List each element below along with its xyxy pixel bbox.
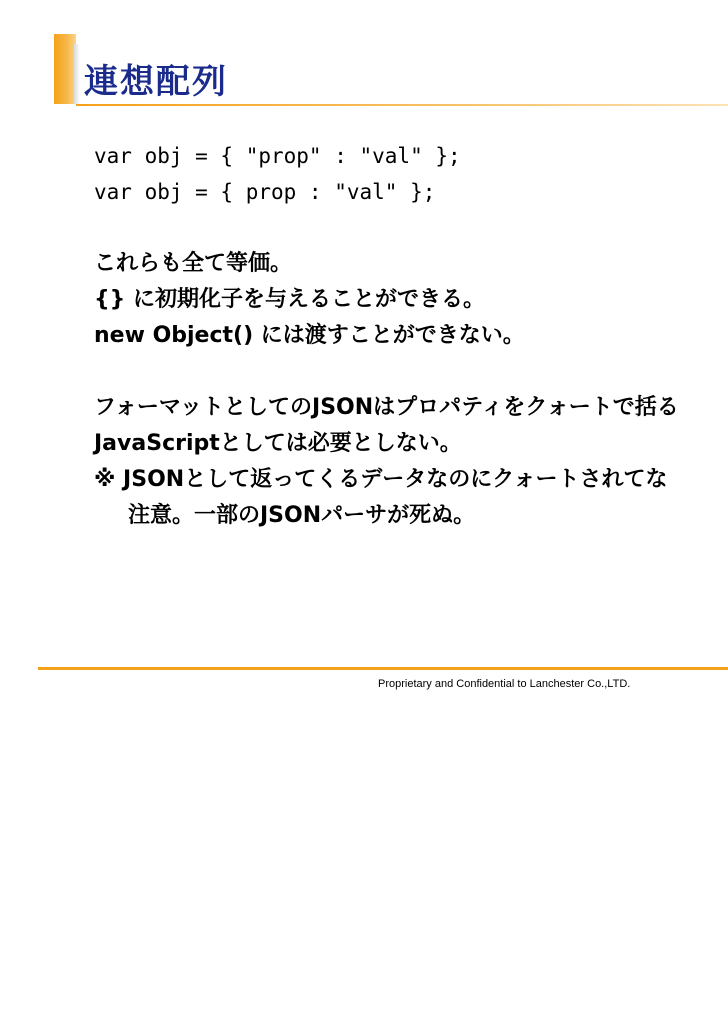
footer-rule [38, 667, 728, 670]
blank-line [94, 210, 728, 246]
title-accent-shadow [74, 44, 80, 104]
footer-confidential: Proprietary and Confidential to Lanchester Co.,LTD. [378, 678, 631, 690]
title-accent-bar [54, 34, 76, 104]
text-line-json-format: フォーマットとしてのJSONはプロパティをクォートで括る [94, 395, 679, 420]
text-line-equivalent: これらも全て等価。 [94, 251, 293, 276]
code-line-2: var obj = { prop : "val" }; [94, 180, 436, 204]
blank-line [94, 354, 728, 390]
slide-body [94, 138, 728, 534]
title-underline [76, 104, 728, 106]
text-line-initializer: {} に初期化子を与えることができる。 [94, 287, 485, 312]
text-line-note: ※ JSONとして返ってくるデータなのにクォートされてな [94, 467, 668, 492]
text-line-javascript: JavaScriptとしては必要としない。 [94, 431, 462, 456]
slide-title: 連想配列 [84, 62, 228, 102]
text-line-new-object: new Object() には渡すことができない。 [94, 323, 525, 348]
code-line-1: var obj = { "prop" : "val" }; [94, 144, 461, 168]
text-line-warning: 注意。一部のJSONパーサが死ぬ。 [128, 503, 476, 528]
